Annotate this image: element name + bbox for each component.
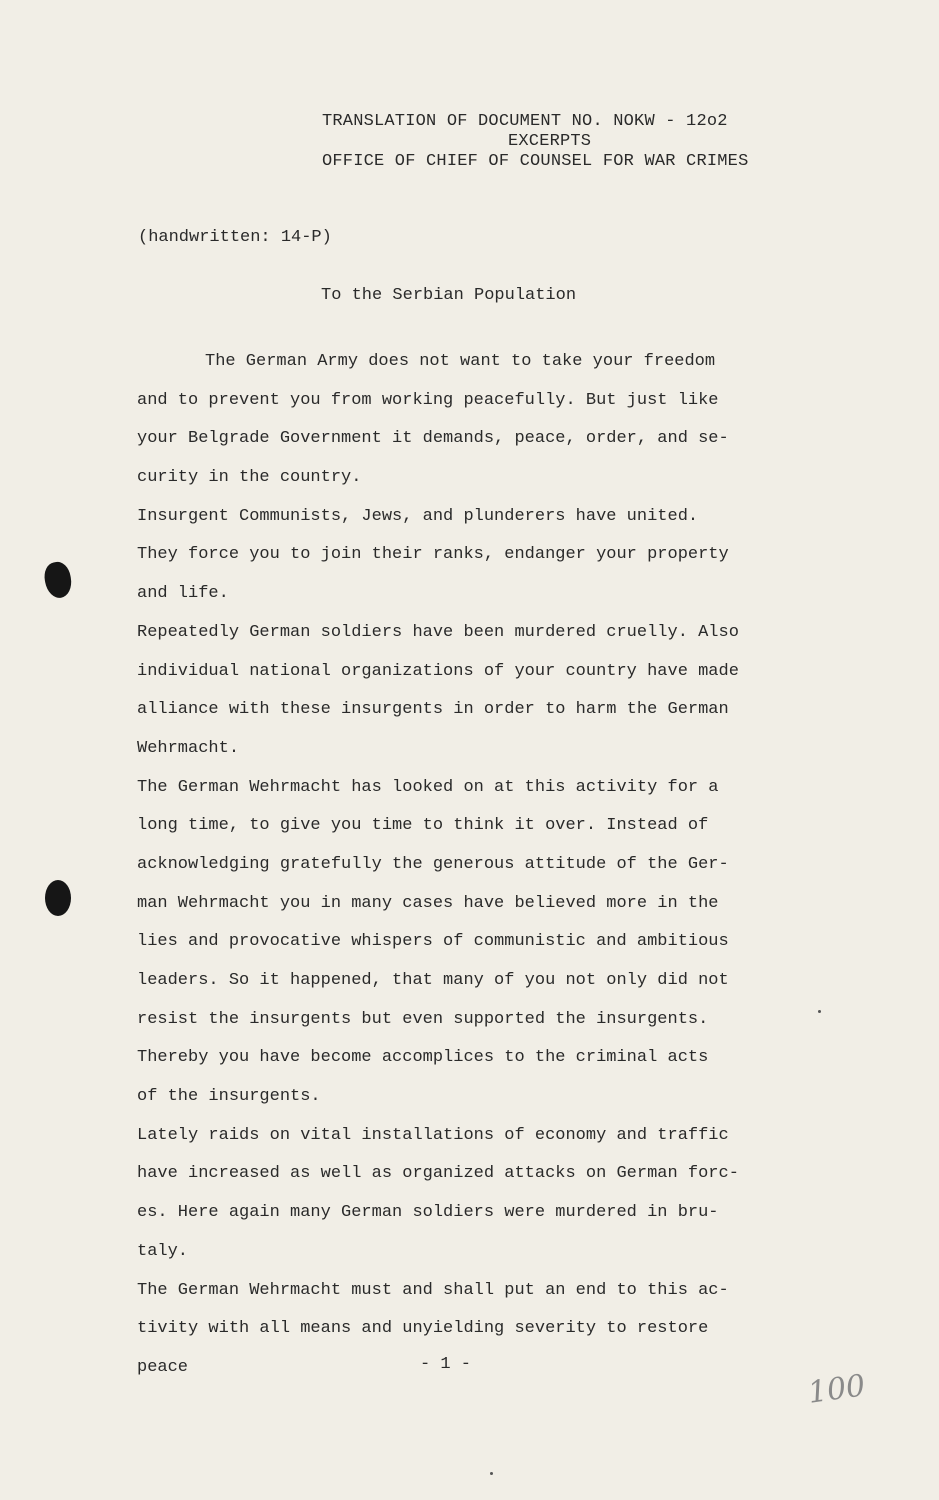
- heading-excerpts-line: EXCERPTS: [508, 132, 592, 151]
- body-line: Insurgent Communists, Jews, and plunderers have united.: [137, 506, 699, 526]
- body-line: resist the insurgents but even supported the insurgents.: [137, 1009, 709, 1029]
- body-line: leaders. So it happened, that many of you not only did not: [137, 971, 729, 990]
- body-line: man Wehrmacht you in many cases have believed more in the: [137, 893, 719, 913]
- body-line: Repeatedly German soldiers have been murdered cruelly. Also: [137, 622, 739, 642]
- body-line: taly.: [137, 1241, 189, 1261]
- punch-hole-top: [42, 560, 74, 600]
- body-line: Thereby you have become accomplices to the criminal acts: [137, 1048, 709, 1068]
- document-heading: [322, 112, 842, 172]
- paper-speck: [490, 1472, 493, 1475]
- body-line: Wehrmacht.: [137, 738, 240, 758]
- body-line: long time, to give you time to think it over. Instead of: [137, 816, 709, 836]
- body-line: and life.: [137, 584, 229, 604]
- body-line: peace: [137, 1357, 189, 1377]
- body-line: individual national organizations of your country have made: [137, 661, 739, 681]
- body-line: The German Army does not want to take your freedom: [205, 352, 716, 371]
- body-line: tivity with all means and unyielding severity to restore: [137, 1319, 709, 1339]
- body-line: They force you to join their ranks, endanger your property: [137, 545, 729, 565]
- body-line: es. Here again many German soldiers were murdered in bru-: [137, 1203, 719, 1223]
- body-line: The German Wehrmacht has looked on at this activity for a: [137, 777, 719, 797]
- document-title: To the Serbian Population: [321, 286, 577, 305]
- body-line: alliance with these insurgents in order to harm the German: [137, 700, 729, 720]
- paper-speck: [818, 1010, 821, 1013]
- handwritten-note: (handwritten: 14-P): [138, 228, 332, 247]
- page-number: - 1 -: [420, 1355, 472, 1374]
- handwritten-folio-number: 100: [805, 1368, 868, 1411]
- punch-hole-bottom: [45, 880, 71, 916]
- heading-office-line: OFFICE OF CHIEF OF COUNSEL FOR WAR CRIMES: [322, 152, 749, 171]
- body-line: have increased as well as organized attacks on German forc-: [137, 1164, 739, 1184]
- body-line: and to prevent you from working peacefully. But just like: [137, 390, 719, 410]
- body-line: The German Wehrmacht must and shall put an end to this ac-: [137, 1280, 729, 1300]
- body-line: your Belgrade Government it demands, peace, order, and se-: [137, 429, 729, 449]
- body-text: [137, 343, 837, 1388]
- body-line: curity in the country.: [137, 468, 362, 488]
- body-line: lies and provocative whispers of communistic and ambitious: [137, 932, 729, 952]
- heading-translation-line: TRANSLATION OF DOCUMENT NO. NOKW - 12o2: [322, 112, 728, 131]
- body-line: acknowledging gratefully the generous attitude of the Ger-: [137, 854, 729, 874]
- body-line: Lately raids on vital installations of economy and traffic: [137, 1125, 729, 1145]
- body-line: of the insurgents.: [137, 1087, 321, 1107]
